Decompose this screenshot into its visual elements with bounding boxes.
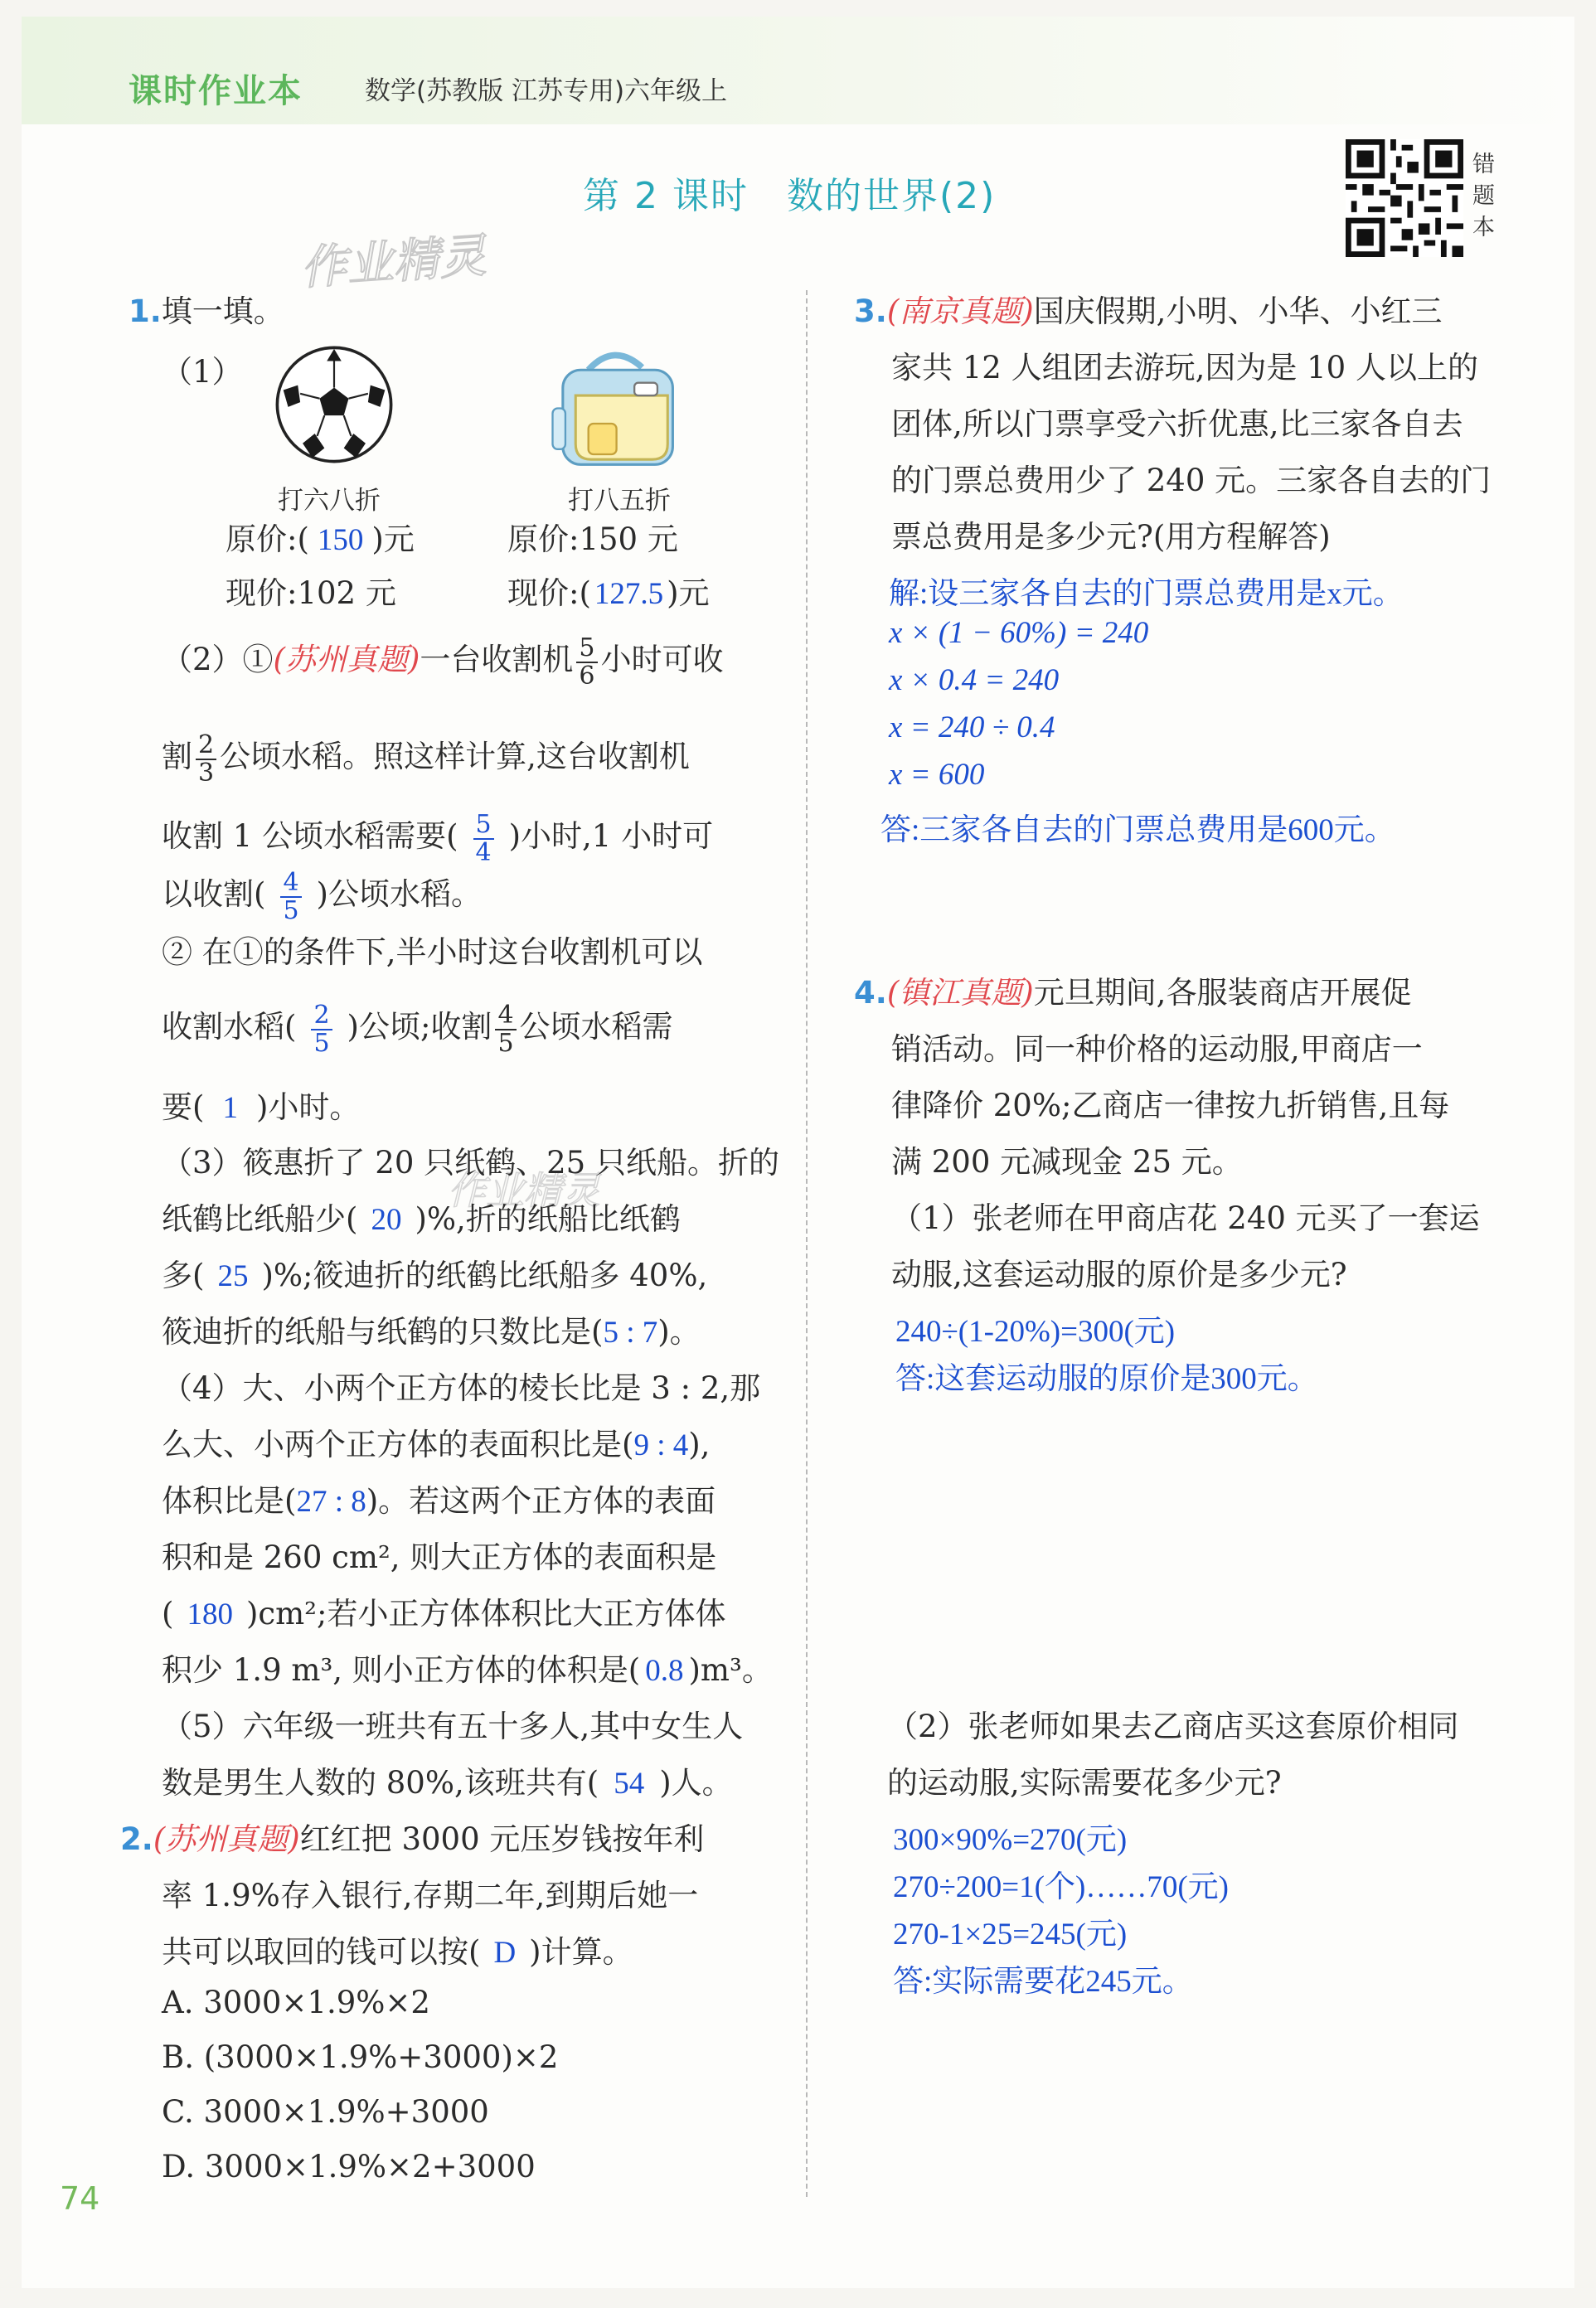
- q4-part1-line2: 动服,这套运动服的原价是多少元?: [891, 1257, 1347, 1292]
- source-tag: (苏州真题): [273, 642, 420, 677]
- q1-part5-line1: （5）六年级一班共有五十多人,其中女生人: [162, 1709, 744, 1744]
- q3-answer-line: 答:三家各自去的门票总费用是600元。: [880, 813, 1395, 847]
- answer-area-ratio: 9 : 4: [633, 1428, 689, 1462]
- question-1-heading: 1.填一填。: [129, 293, 284, 329]
- q1-part2-line5: ② 在①的条件下,半小时这台收割机可以: [162, 934, 703, 970]
- answer-ball-price: 150: [317, 523, 364, 557]
- q4-part2-line1: （2）张老师如果去乙商店买这套原价相同: [887, 1709, 1459, 1744]
- q4-part2-solution: 270-1×25=245(元): [893, 1918, 1128, 1952]
- bag-original-price: 原价:150 元: [507, 521, 678, 557]
- backpack-icon: [537, 344, 691, 473]
- lesson-title: 第 2 课时 数的世界(2): [583, 175, 997, 217]
- qr-code-icon[interactable]: [1346, 139, 1463, 257]
- option-c: C. 3000×1.9%+3000: [162, 2094, 489, 2130]
- q3-solution-line: 解:设三家各自去的门票总费用是x元。: [889, 577, 1404, 611]
- answer-fraction: $\frac{5}{4}$: [473, 812, 494, 866]
- q1-part4-line6: 积少 1.9 m³, 则小正方体的体积是( 0.8 )m³。: [162, 1652, 773, 1688]
- ball-current-price: 现价:102 元: [226, 575, 396, 611]
- answer-volume-ratio: 27 : 8: [296, 1485, 366, 1519]
- question-2-line2: 率 1.9%存入银行,存期二年,到期后她一: [162, 1878, 699, 1913]
- source-tag: (南京真题): [886, 293, 1034, 329]
- q1-part3-line2: 纸鹤比纸船少( 20 )%,折的纸船比纸鹤: [162, 1201, 681, 1237]
- question-4-line4: 满 200 元减现金 25 元。: [891, 1144, 1243, 1180]
- watermark-stamp: 作业精灵: [298, 229, 488, 296]
- q1-part2-line4: 以收割( $\frac{4}{5}$ )公顷水稻。: [162, 867, 482, 925]
- q1-part2-line2: 割 $\frac{2}{3}$ 公顷水稻。照这样计算,这台收割机: [162, 730, 690, 788]
- q1-part4-line1: （4）大、小两个正方体的棱长比是 3 : 2,那: [162, 1370, 761, 1406]
- question-2-line1: 2.(苏州真题)红红把 3000 元压岁钱按年利: [120, 1821, 705, 1857]
- question-3-line2: 家共 12 人组团去游玩,因为是 10 人以上的: [891, 350, 1478, 385]
- question-3-line1: 3.(南京真题)国庆假期,小明、小华、小红三: [854, 293, 1443, 329]
- answer-student-count: 54: [614, 1767, 645, 1801]
- answer-fraction: $\frac{2}{5}$: [311, 1002, 332, 1057]
- ball-discount-caption: 打六八折: [278, 486, 381, 516]
- column-divider: [806, 290, 808, 2197]
- watermark-stamp-center: 作业精灵: [448, 1168, 600, 1213]
- question-3-line3: 团体,所以门票享受六折优惠,比三家各自去: [891, 406, 1463, 442]
- answer-ratio: 5 : 7: [603, 1316, 658, 1350]
- q1-part1-label: （1）: [162, 354, 243, 390]
- answer-fraction: $\frac{4}{5}$: [280, 870, 301, 924]
- answer-percent-less: 20: [371, 1203, 402, 1237]
- q3-solution-line: x × 0.4 = 240: [889, 663, 1060, 697]
- q1-part4-line4: 积和是 260 cm², 则大正方体的表面积是: [162, 1539, 717, 1575]
- q1-part2-line1: （2）①(苏州真题)一台收割机 $\frac{5}{6}$ 小时可收: [162, 633, 724, 691]
- q4-part2-solution: 300×90%=270(元): [893, 1823, 1128, 1857]
- answer-percent-more: 25: [217, 1259, 249, 1293]
- answer-volume: 0.8: [645, 1654, 684, 1688]
- q3-solution-line: x = 240 ÷ 0.4: [889, 710, 1055, 744]
- bag-discount-caption: 打八五折: [568, 486, 671, 516]
- q1-part5-line2: 数是男生人数的 80%,该班共有( 54 )人。: [162, 1765, 733, 1801]
- question-2-line3: 共可以取回的钱可以按( D )计算。: [162, 1934, 633, 1970]
- source-tag: (镇江真题): [886, 975, 1034, 1011]
- q1-part4-line5: ( 180 )cm²;若小正方体体积比大正方体体: [162, 1596, 726, 1632]
- answer-surface-area: 180: [187, 1598, 233, 1632]
- q4-part1-answer: 答:这套运动服的原价是300元。: [895, 1362, 1318, 1396]
- q1-part3-line1: （3）筱惠折了 20 只纸鹤、25 只纸船。折的: [162, 1145, 779, 1181]
- answer-choice: D: [493, 1936, 517, 1970]
- option-b: B. (3000×1.9%+3000)×2: [162, 2039, 559, 2075]
- q1-part3-line4: 筱迪折的纸船与纸鹤的只数比是(5 : 7)。: [162, 1314, 701, 1350]
- answer-bag-price: 127.5: [594, 577, 664, 611]
- q4-part1-solution: 240÷(1-20%)=300(元): [895, 1315, 1176, 1349]
- wrong-question-book-label: 错题本: [1472, 152, 1495, 240]
- answer-hours: 1: [222, 1091, 238, 1125]
- book-subtitle: 数学(苏教版 江苏专用)六年级上: [365, 76, 728, 106]
- q4-part2-line2: 的运动服,实际需要花多少元?: [887, 1765, 1282, 1801]
- q1-part4-line3: 体积比是(27 : 8)。若这两个正方体的表面: [162, 1483, 716, 1519]
- q4-part1-line1: （1）张老师在甲商店花 240 元买了一套运: [891, 1200, 1480, 1236]
- q1-part2-line7: 要( 1 )小时。: [162, 1089, 361, 1125]
- q3-solution-line: x × (1 − 60%) = 240: [889, 616, 1149, 650]
- bag-current-price: 现价:( 127.5 )元: [507, 575, 710, 611]
- question-4-line1: 4.(镇江真题)元旦期间,各服装商店开展促: [854, 975, 1412, 1011]
- option-a: A. 3000×1.9%×2: [162, 1985, 430, 2020]
- q1-part3-line3: 多( 25 )%;筱迪折的纸鹤比纸船多 40%,: [162, 1258, 708, 1293]
- q3-solution-line: x = 600: [889, 758, 985, 792]
- q1-part4-line2: 么大、小两个正方体的表面积比是(9 : 4),: [162, 1427, 711, 1462]
- question-3-line4: 的门票总费用少了 240 元。三家各自去的门: [891, 463, 1492, 498]
- soccer-ball-icon: [274, 344, 395, 465]
- brand-title: 课时作业本: [129, 72, 303, 110]
- q1-part2-line3: 收割 1 公顷水稻需要( $\frac{5}{4}$ )小时,1 小时可: [162, 809, 714, 867]
- source-tag: (苏州真题): [153, 1821, 300, 1857]
- question-3-line5: 票总费用是多少元?(用方程解答): [891, 519, 1331, 555]
- q4-part2-solution: 270÷200=1(个)……70(元): [893, 1870, 1229, 1904]
- question-4-line2: 销活动。同一种价格的运动服,甲商店一: [891, 1031, 1423, 1067]
- question-4-line3: 律降价 20%;乙商店一律按九折销售,且每: [891, 1088, 1450, 1123]
- ball-original-price: 原价:( 150 )元: [226, 521, 415, 557]
- q4-part2-answer: 答:实际需要花245元。: [893, 1965, 1193, 1999]
- q1-part2-line6: 收割水稻( $\frac{2}{5}$ )公顷;收割 $\frac{4}{5}$ 公顷水稻需: [162, 1000, 673, 1058]
- page-number: 74: [60, 2180, 100, 2217]
- option-d: D. 3000×1.9%×2+3000: [162, 2149, 536, 2184]
